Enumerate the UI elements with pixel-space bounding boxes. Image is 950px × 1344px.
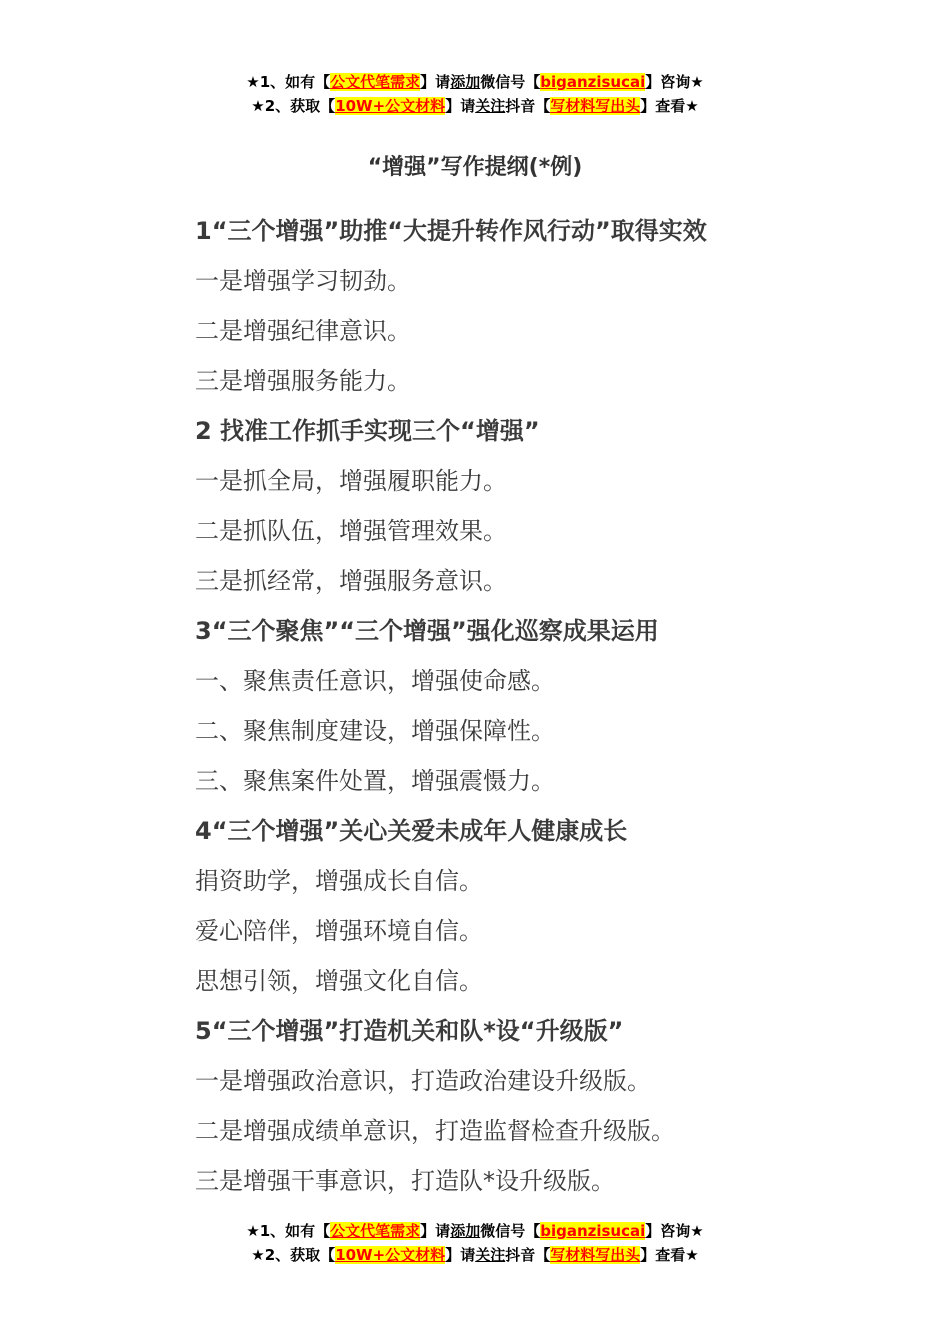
list-item: 一是增强学习韧劲。 (195, 267, 411, 295)
list-item: 三是增强服务能力。 (195, 367, 411, 395)
document-body (195, 208, 895, 1208)
document-title: “增强”写作提纲(*例) (367, 155, 583, 180)
promo-highlight: 公文代笔需求 (330, 73, 421, 91)
promo-line-2: ★2、获取【10W+公文材料】请关注抖音【写材料写出头】查看★ (251, 1246, 699, 1264)
promo-header (0, 70, 950, 118)
list-item: 捐资助学，增强成长自信。 (195, 867, 483, 895)
promo-line-2: ★2、获取【10W+公文材料】请关注抖音【写材料写出头】查看★ (251, 97, 699, 115)
promo-highlight: 10W+公文材料 (335, 97, 446, 115)
promo-line-1: ★1、如有【公文代笔需求】请添加微信号【biganzisucai】咨询★ (246, 73, 704, 91)
section-heading: 2 找准工作抓手实现三个“增强” (195, 417, 540, 445)
promo-highlight: 写材料写出头 (550, 97, 641, 115)
promo-highlight: 10W+公文材料 (335, 1246, 446, 1264)
list-item: 二是增强成绩单意识，打造监督检查升级版。 (195, 1117, 675, 1145)
promo-line-1: ★1、如有【公文代笔需求】请添加微信号【biganzisucai】咨询★ (246, 1222, 704, 1240)
list-item: 二是增强纪律意识。 (195, 317, 411, 345)
list-item: 一是增强政治意识，打造政治建设升级版。 (195, 1067, 651, 1095)
list-item: 一是抓全局，增强履职能力。 (195, 467, 507, 495)
list-item: 一、聚焦责任意识，增强使命感。 (195, 667, 555, 695)
section-heading: 4“三个增强”关心关爱未成年人健康成长 (195, 817, 628, 845)
promo-highlight: 写材料写出头 (550, 1246, 641, 1264)
promo-highlight: biganzisucai (540, 73, 646, 91)
list-item: 二、聚焦制度建设，增强保障性。 (195, 717, 555, 745)
section-heading: 5“三个增强”打造机关和队*设“升级版” (195, 1017, 624, 1045)
list-item: 二是抓队伍，增强管理效果。 (195, 517, 507, 545)
list-item: 三是增强干事意识，打造队*设升级版。 (195, 1167, 615, 1195)
section-heading: 1“三个增强”助推“大提升转作风行动”取得实效 (195, 217, 707, 245)
list-item: 思想引领，增强文化自信。 (195, 967, 483, 995)
promo-footer (0, 1219, 950, 1267)
promo-highlight: biganzisucai (540, 1222, 646, 1240)
list-item: 爱心陪伴，增强环境自信。 (195, 917, 483, 945)
list-item: 三是抓经常，增强服务意识。 (195, 567, 507, 595)
section-heading: 3“三个聚焦”“三个增强”强化巡察成果运用 (195, 617, 659, 645)
promo-highlight: 公文代笔需求 (330, 1222, 421, 1240)
list-item: 三、聚焦案件处置，增强震慑力。 (195, 767, 555, 795)
